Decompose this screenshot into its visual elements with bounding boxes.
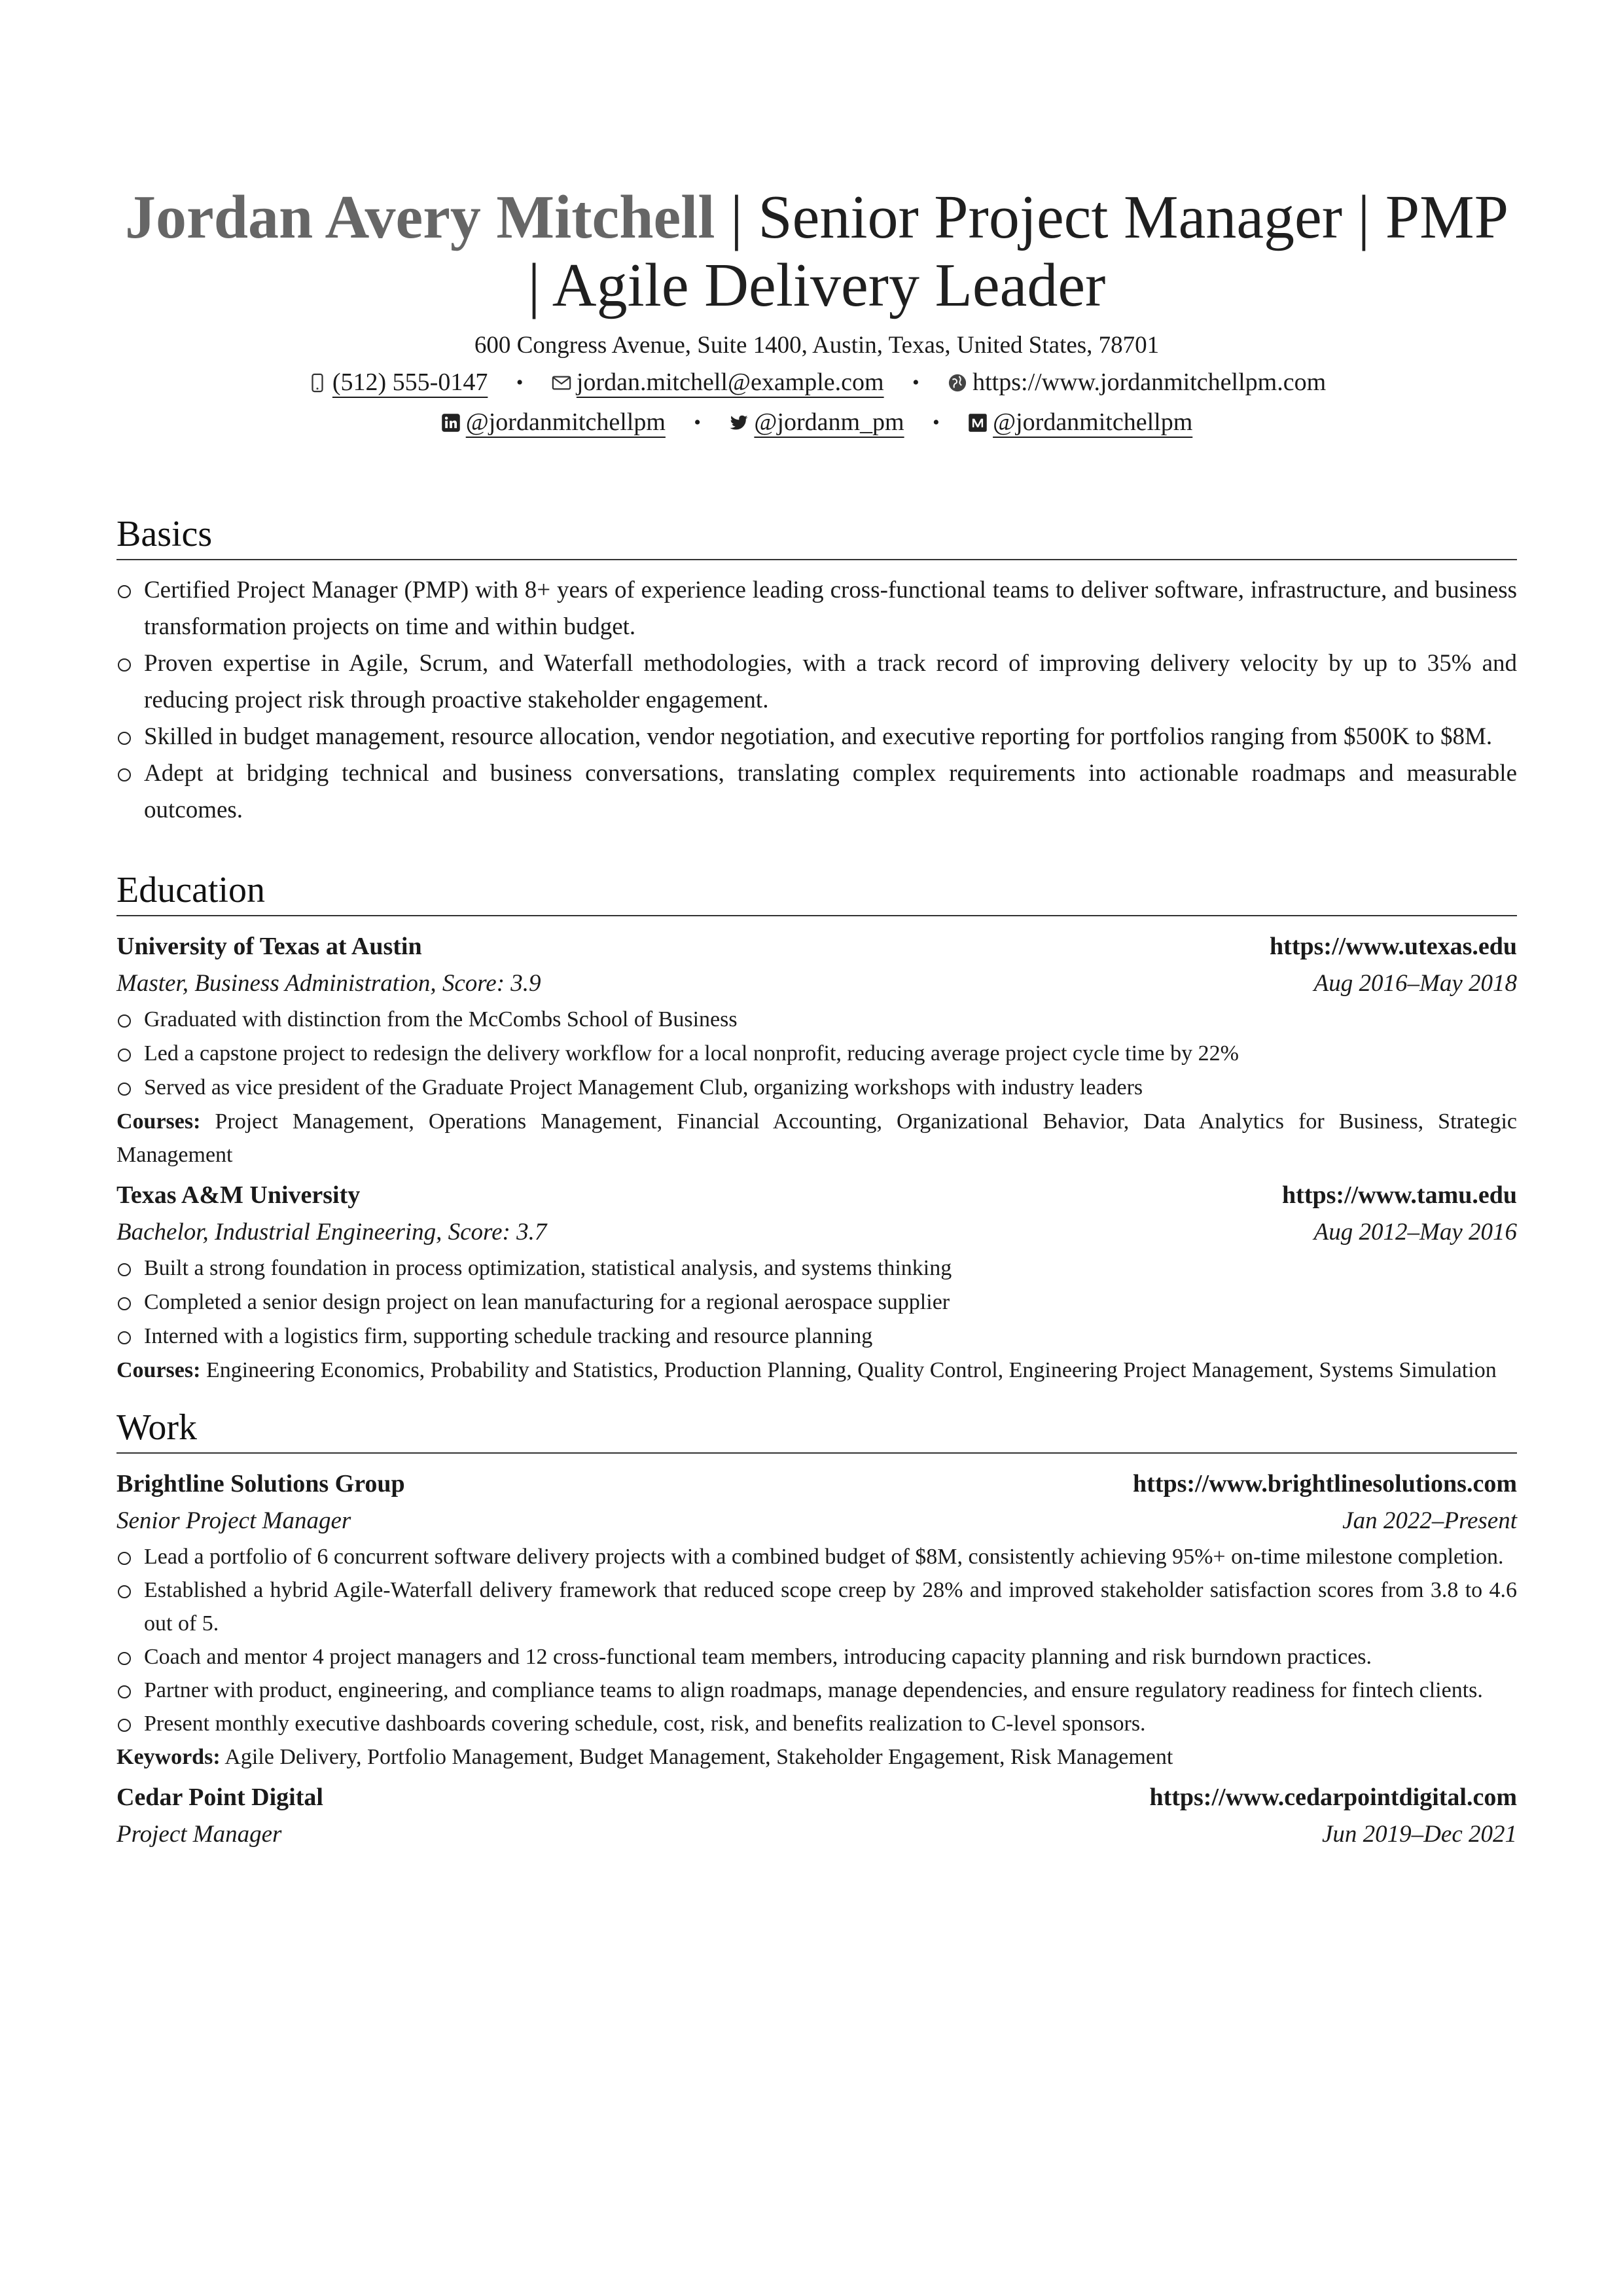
courses xyxy=(116,1105,1517,1172)
section-title-work: Work xyxy=(116,1407,198,1448)
entry-header xyxy=(116,1779,1517,1816)
work-section xyxy=(116,1407,1517,1854)
separator: • xyxy=(694,412,701,433)
entry-header xyxy=(116,1465,1517,1502)
list-item: Skilled in budget management, resource allocation, vendor negotiation, and executive reporting for portfolios ranging from $500K to $8M. xyxy=(116,719,1517,755)
keywords-list: Agile Delivery, Portfolio Management, Budget Management, Stakeholder Engagement, Risk Management xyxy=(220,1745,1173,1769)
entry-subheader xyxy=(116,1502,1517,1540)
work-entry xyxy=(116,1465,1517,1774)
website-contact[interactable] xyxy=(948,363,1326,402)
address: 600 Congress Avenue, Suite 1400, Austin, Texas, United States, 78701 xyxy=(474,332,1160,359)
separator: • xyxy=(516,372,524,393)
position: Senior Project Manager xyxy=(116,1507,351,1534)
medium-contact[interactable] xyxy=(968,403,1192,442)
degree: Master, Business Administration, Score: 3.9 xyxy=(116,970,541,997)
list-item: Present monthly executive dashboards covering schedule, cost, risk, and benefits realization to C-level sponsors. xyxy=(116,1707,1517,1740)
list-item: Coach and mentor 4 project managers and 12 cross-functional team members, introducing capacity planning and risk burndown practices. xyxy=(116,1640,1517,1674)
linkedin-link[interactable]: @jordanmitchellpm xyxy=(465,408,666,436)
section-title-basics: Basics xyxy=(116,514,213,554)
list-item: Built a strong foundation in process optimization, statistical analysis, and systems thinking xyxy=(116,1251,1517,1285)
education-entry xyxy=(116,1177,1517,1387)
institution-name: University of Texas at Austin xyxy=(116,933,422,960)
twitter-contact[interactable] xyxy=(729,403,904,442)
envelope-icon xyxy=(552,373,571,393)
twitter-bird-icon xyxy=(729,413,749,433)
institution-url[interactable]: https://www.tamu.edu xyxy=(1282,1181,1517,1209)
courses-list: Project Management, Operations Management, Financial Accounting, Organizational Behavior, Data Analytics for Business, Strategic Management xyxy=(116,1109,1517,1167)
keywords xyxy=(116,1740,1517,1774)
section-divider xyxy=(116,559,1517,560)
company-name: Cedar Point Digital xyxy=(116,1784,323,1811)
contact-row-2 xyxy=(116,403,1517,442)
list-item: Partner with product, engineering, and compliance teams to align roadmaps, manage dependencies, and ensure regulatory readiness for fintech clients. xyxy=(116,1674,1517,1707)
medium-icon xyxy=(968,413,988,433)
date-range: Aug 2012–May 2016 xyxy=(1313,1219,1517,1246)
entry-subheader xyxy=(116,1816,1517,1854)
basics-list xyxy=(116,572,1517,829)
list-item: Graduated with distinction from the McCombs School of Business xyxy=(116,1003,1517,1037)
list-item: Completed a senior design project on lean manufacturing for a regional aerospace supplier xyxy=(116,1285,1517,1319)
list-item: Served as vice president of the Graduate Project Management Club, organizing workshops with industry leaders xyxy=(116,1071,1517,1105)
entry-subheader xyxy=(116,965,1517,1003)
highlights-list xyxy=(116,1251,1517,1354)
entry-header xyxy=(116,928,1517,965)
section-divider xyxy=(116,1452,1517,1454)
list-item: Proven expertise in Agile, Scrum, and Waterfall methodologies, with a track record of improving delivery velocity by up to 35% and reducing project risk through proactive stakeholder engagement. xyxy=(116,645,1517,719)
courses-label: Courses: xyxy=(116,1358,201,1382)
basics-section xyxy=(116,513,1517,829)
date-range: Jan 2022–Present xyxy=(1342,1507,1517,1534)
courses-list: Engineering Economics, Probability and Statistics, Production Planning, Quality Control, Engineering Project Management, Systems Simulation xyxy=(200,1358,1497,1382)
date-range: Jun 2019–Dec 2021 xyxy=(1322,1821,1517,1848)
section-title-education: Education xyxy=(116,870,266,910)
separator: • xyxy=(933,412,940,433)
phone-contact[interactable] xyxy=(308,363,488,402)
date-range: Aug 2016–May 2018 xyxy=(1313,970,1517,997)
list-item: Established a hybrid Agile-Waterfall delivery framework that reduced scope creep by 28% and improved stakeholder satisfaction scores from 3.8 to 4.6 out of 5. xyxy=(116,1573,1517,1640)
courses xyxy=(116,1354,1517,1387)
phone-link[interactable]: (512) 555-0147 xyxy=(332,368,488,396)
degree: Bachelor, Industrial Engineering, Score: 3.7 xyxy=(116,1219,547,1246)
education-section xyxy=(116,869,1517,1387)
position: Project Manager xyxy=(116,1821,282,1848)
medium-link[interactable]: @jordanmitchellpm xyxy=(993,408,1193,436)
work-entry xyxy=(116,1779,1517,1854)
website-link[interactable]: https://www.jordanmitchellpm.com xyxy=(972,368,1327,396)
phone-icon xyxy=(308,373,327,393)
resume-page xyxy=(116,183,1517,1854)
headline: | Senior Project Manager | PMP | Agile Delivery Leader xyxy=(527,183,1509,319)
company-name: Brightline Solutions Group xyxy=(116,1470,405,1498)
linkedin-icon xyxy=(441,413,461,433)
linkedin-contact[interactable] xyxy=(441,403,666,442)
highlights-list xyxy=(116,1540,1517,1740)
company-url[interactable]: https://www.brightlinesolutions.com xyxy=(1133,1470,1517,1498)
keywords-label: Keywords: xyxy=(116,1745,221,1769)
entry-subheader xyxy=(116,1213,1517,1251)
person-name: Jordan Avery Mitchell xyxy=(124,183,715,251)
list-item: Lead a portfolio of 6 concurrent software delivery projects with a combined budget of $8M, consistently achieving 95%+ on-time milestone completion. xyxy=(116,1540,1517,1573)
email-contact[interactable] xyxy=(552,363,884,402)
separator: • xyxy=(912,372,919,393)
globe-icon xyxy=(948,373,967,393)
resume-header xyxy=(116,183,1517,442)
company-url[interactable]: https://www.cedarpointdigital.com xyxy=(1149,1784,1517,1811)
list-item: Certified Project Manager (PMP) with 8+ years of experience leading cross-functional teams to deliver software, infrastructure, and business transformation projects on time and within budget. xyxy=(116,572,1517,645)
highlights-list xyxy=(116,1003,1517,1105)
resume-title xyxy=(116,183,1517,319)
education-entry xyxy=(116,928,1517,1172)
entry-header xyxy=(116,1177,1517,1213)
institution-url[interactable]: https://www.utexas.edu xyxy=(1270,933,1517,960)
list-item: Led a capstone project to redesign the delivery workflow for a local nonprofit, reducing average project cycle time by 22% xyxy=(116,1037,1517,1071)
email-link[interactable]: jordan.mitchell@example.com xyxy=(576,368,884,396)
institution-name: Texas A&M University xyxy=(116,1181,361,1209)
twitter-link[interactable]: @jordanm_pm xyxy=(754,408,904,436)
section-divider xyxy=(116,915,1517,916)
courses-label: Courses: xyxy=(116,1109,201,1134)
list-item: Interned with a logistics firm, supporting schedule tracking and resource planning xyxy=(116,1319,1517,1354)
list-item: Adept at bridging technical and business conversations, translating complex requirements into actionable roadmaps and measurable outcomes. xyxy=(116,755,1517,829)
contact-row-1 xyxy=(116,363,1517,403)
